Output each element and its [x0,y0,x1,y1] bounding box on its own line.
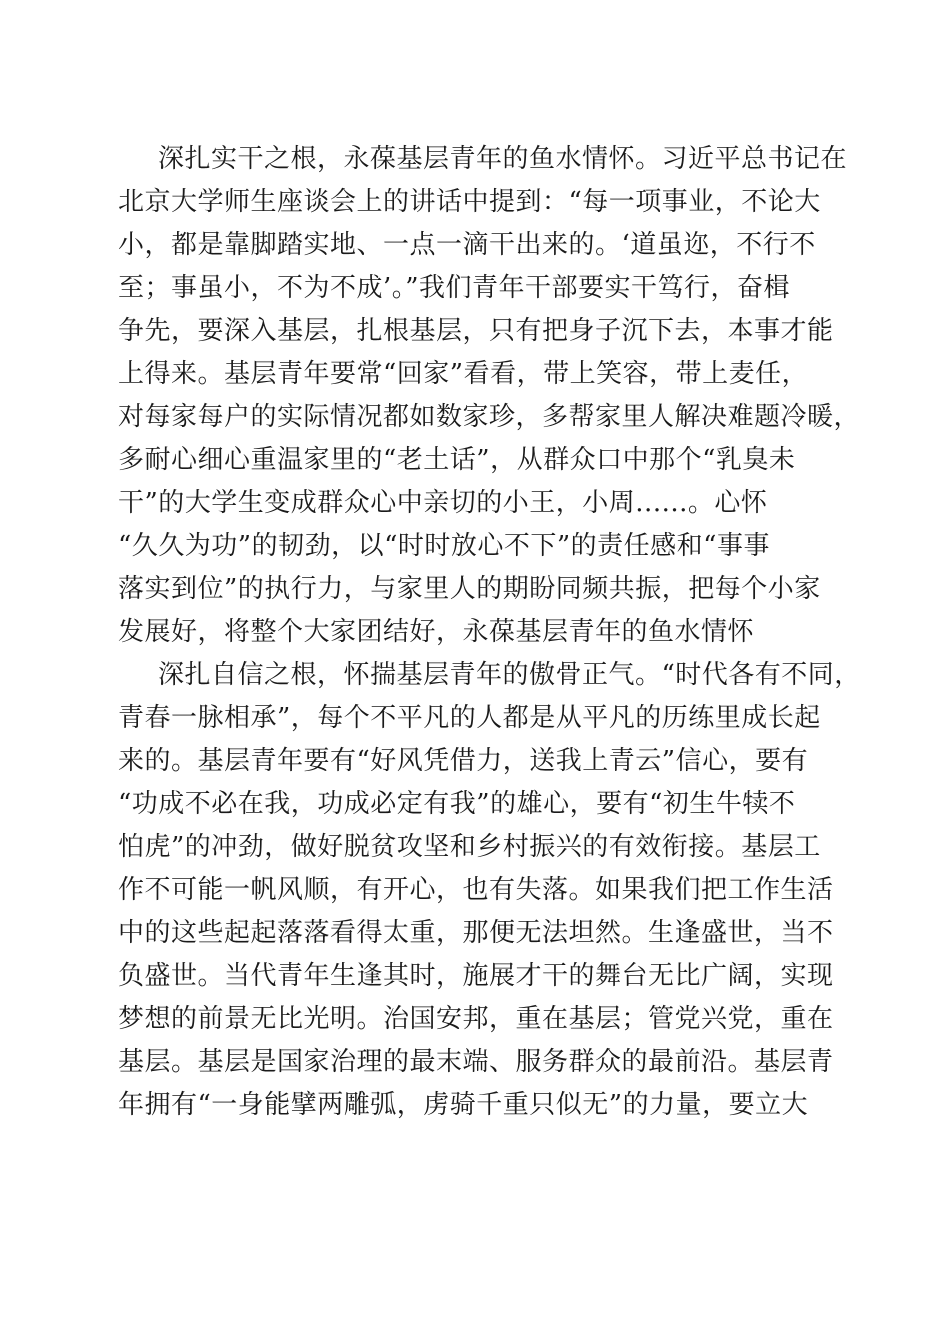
paragraph-line: 基层。基层是国家治理的最末端、服务群众的最前沿。基层青 [118,1047,834,1077]
paragraph-line: 深扎自信之根，怀揣基层青年的傲骨正气。“时代各有不同， [158,660,861,690]
paragraph-2 [118,654,861,1127]
paragraph-line: 青春一脉相承”，每个不平凡的人都是从平凡的历练里成长起 [118,703,821,733]
paragraph-1 [118,138,861,654]
paragraph-line: 梦想的前景无比光明。治国安邦，重在基层；管党兴党，重在 [118,1004,834,1034]
paragraph-line: 对每家每户的实际情况都如数家珍，多帮家里人解决难题冷暖， [118,402,861,432]
paragraph-line: 小，都是靠脚踏实地、一点一滴干出来的。‘道虽迩，不行不 [118,230,816,260]
paragraph-line: 至；事虽小，不为不成’。”我们青年干部要实干笃行，奋楫 [118,273,791,303]
paragraph-line: 作不可能一帆风顺，有开心，也有失落。如果我们把工作生活 [118,875,834,905]
paragraph-line: “功成不必在我，功成必定有我”的雄心，要有“初生牛犊不 [118,789,796,819]
paragraph-line: 怕虎”的冲劲，做好脱贫攻坚和乡村振兴的有效衔接。基层工 [118,832,821,862]
paragraph-line: “久久为功”的韧劲，以“时时放心不下”的责任感和“事事 [118,531,770,561]
paragraph-line: 负盛世。当代青年生逢其时，施展才干的舞台无比广阔，实现 [118,961,834,991]
paragraph-line: 上得来。基层青年要常“回家”看看，带上笑容，带上麦任， [118,359,809,389]
document-body [118,138,861,1127]
paragraph-line: 争先，要深入基层，扎根基层，只有把身子沉下去，本事才能 [118,316,834,346]
paragraph-line: 北京大学师生座谈会上的讲话中提到：“每一项事业，不论大 [118,187,821,217]
paragraph-line: 中的这些起起落落看得太重，那便无法坦然。生逢盛世，当不 [118,918,834,948]
paragraph-line: 多耐心细心重温家里的“老土话”，从群众口中那个“乳臭未 [118,445,796,475]
paragraph-line: 来的。基层青年要有“好风凭借力，送我上青云”信心，要有 [118,746,809,776]
paragraph-line: 干”的大学生变成群众心中亲切的小王，小周......。心怀 [118,488,768,518]
paragraph-line: 深扎实干之根，永葆基层青年的鱼水情怀。习近平总书记在 [158,144,848,174]
paragraph-line: 落实到位”的执行力，与家里人的期盼同频共振，把每个小家 [118,574,821,604]
paragraph-line: 年拥有“一身能擘两雕弧，虏骑千重只似无”的力量，要立大 [118,1090,809,1120]
paragraph-line: 发展好，将整个大家团结好，永葆基层青年的鱼水情怀 [118,617,755,647]
